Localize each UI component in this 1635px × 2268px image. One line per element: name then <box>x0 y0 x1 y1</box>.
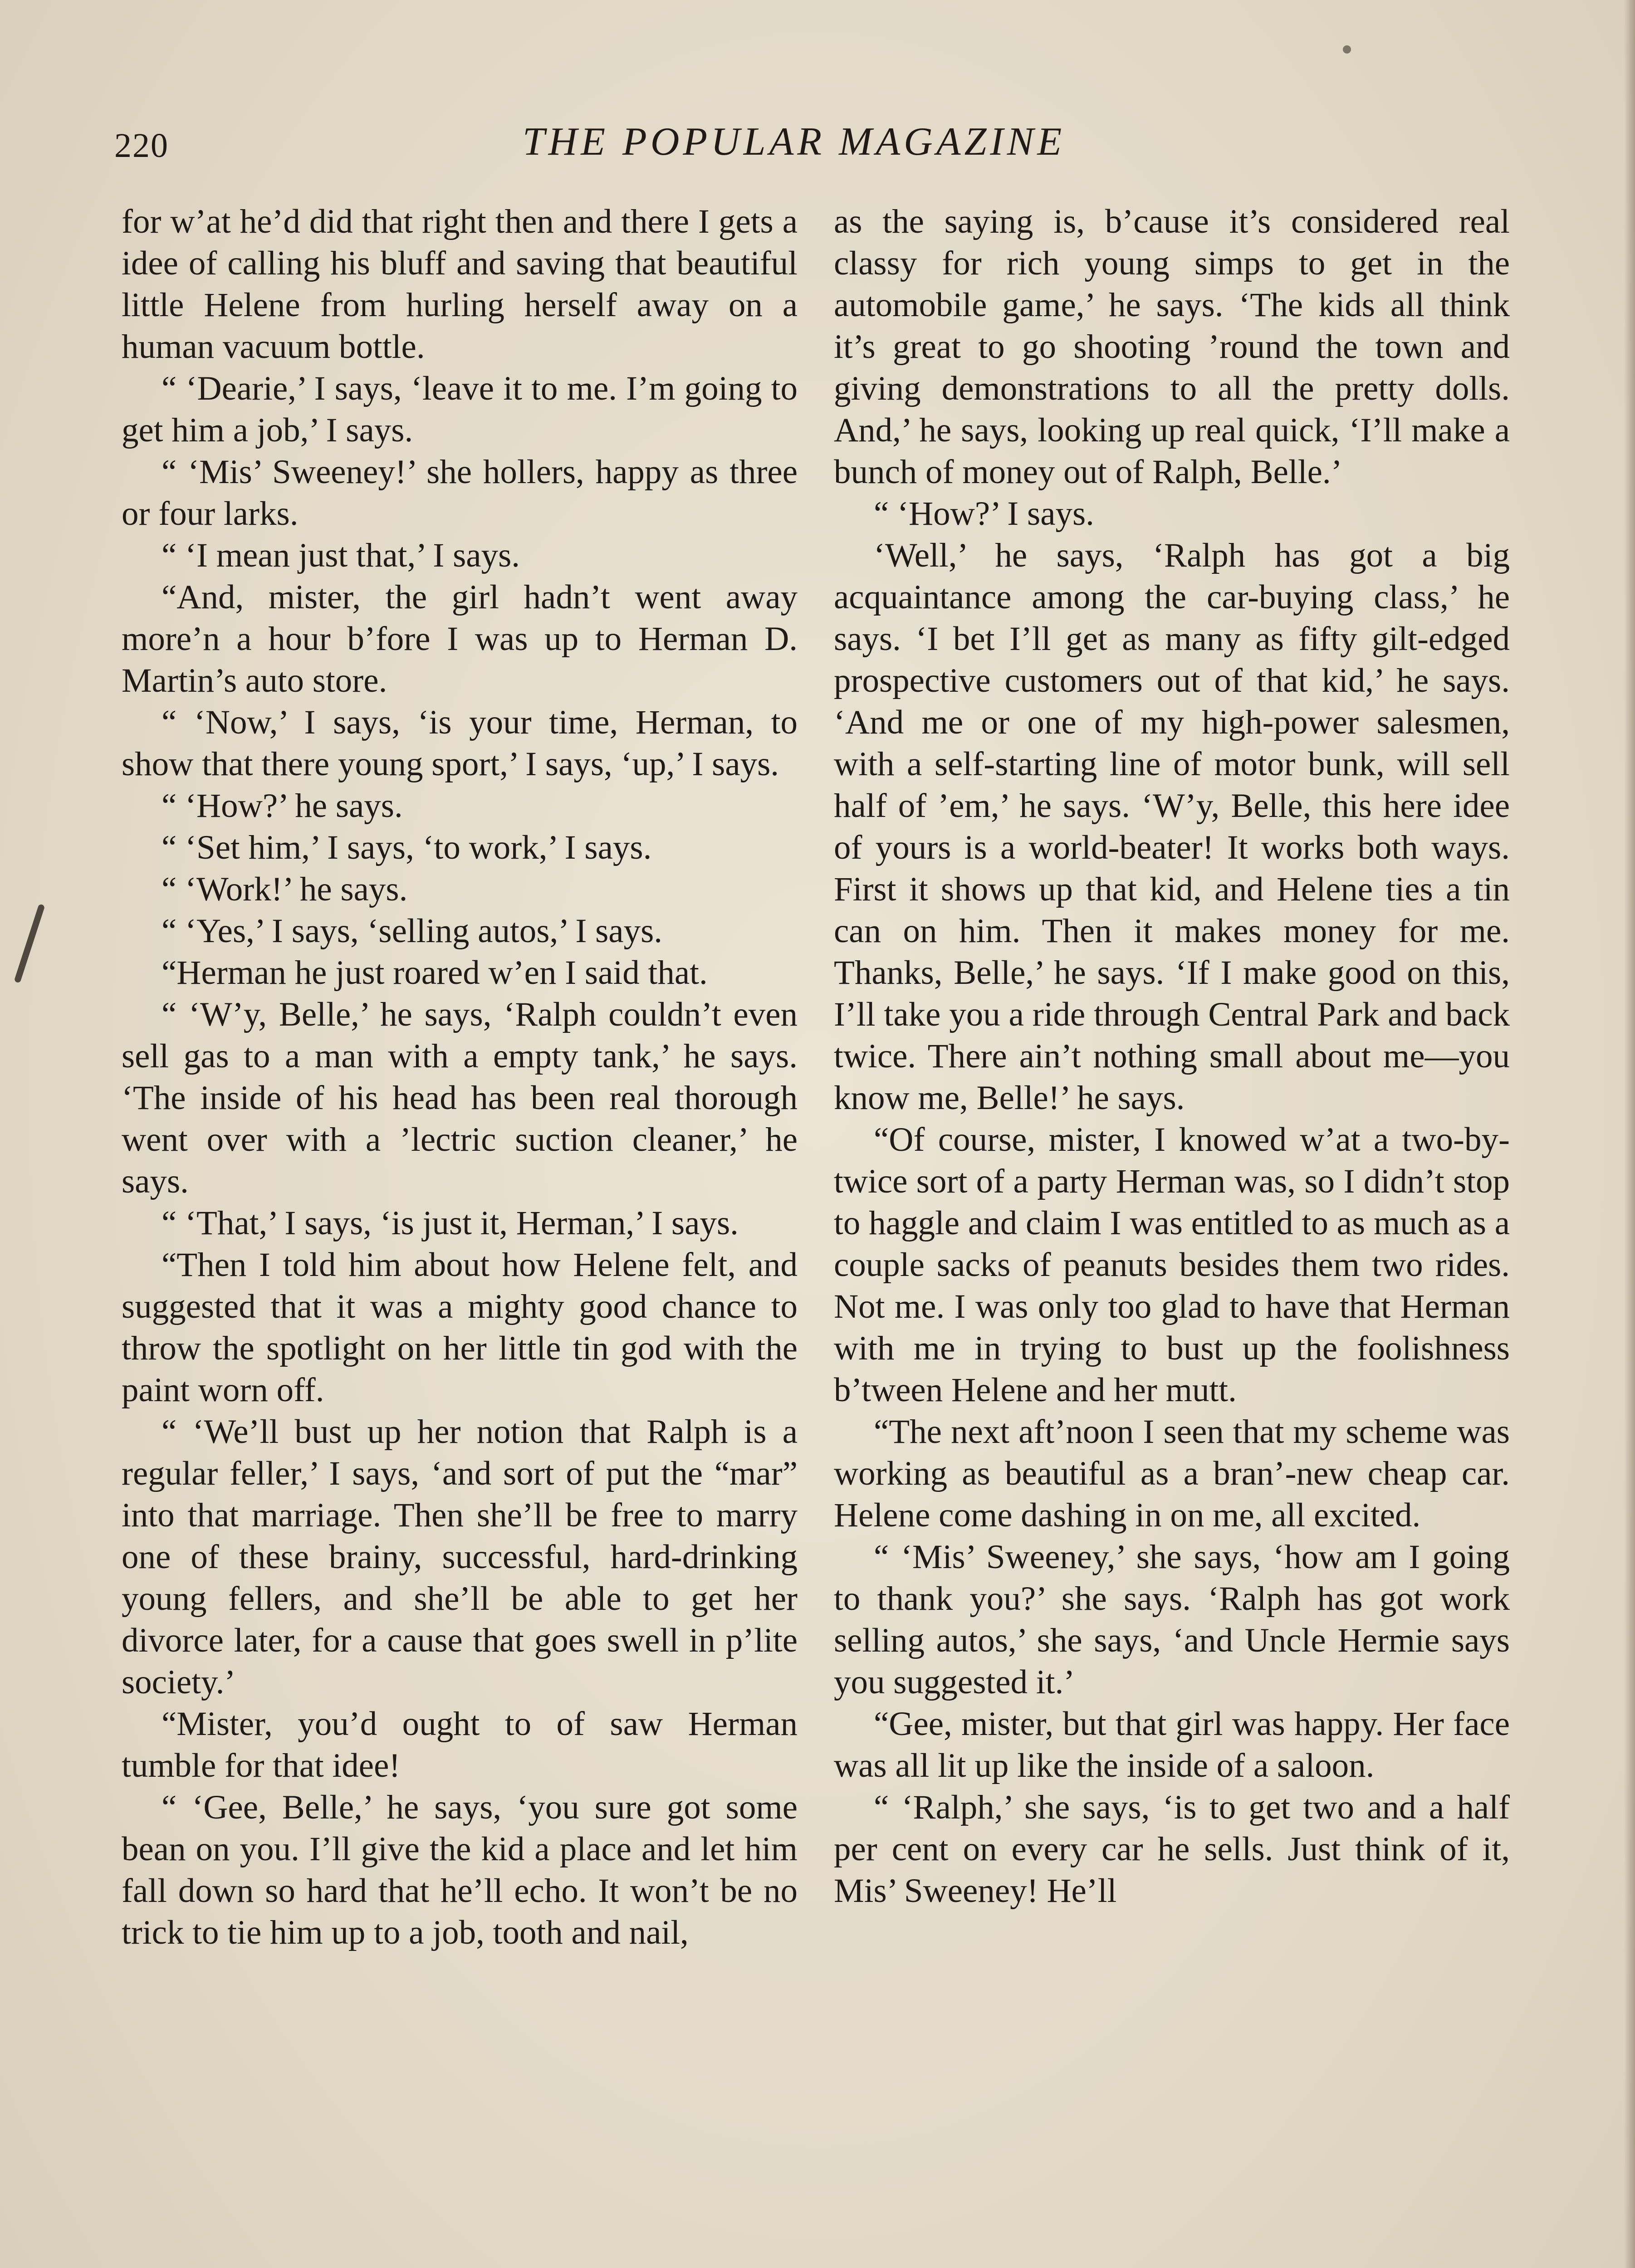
page-header <box>0 113 1635 172</box>
margin-pencil-mark <box>14 904 45 983</box>
paragraph: “Herman he just roared w’en I said that. <box>162 954 708 992</box>
paragraph: “ ‘Work!’ he says. <box>162 870 408 908</box>
ink-speck <box>1343 45 1351 54</box>
paragraph: for w’at he’d did that right then and there I gets a idee of calling his bluff and saving that beautiful little Helene from hurling herself away on a human vacuum bottle. <box>122 203 798 366</box>
paragraph: “ ‘How?’ he says. <box>162 787 403 825</box>
paragraph: “ ‘Mis’ Sweeney!’ she hollers, happy as three or four larks. <box>122 453 798 533</box>
paragraph: “ ‘Gee, Belle,’ he says, ‘you sure got some bean on you. I’ll give the kid a place and let him fall down so hard that he’ll echo. It won’t be no trick to tie him up to a job, tooth and nail, <box>122 1789 798 1951</box>
paragraph: “Of course, mister, I knowed w’at a two-by-twice sort of a party Herman was, so I didn’t stop to haggle and claim I was entitled to as much as a couple sacks of peanuts besides them two rides. Not me. I was only too glad to have that Herman with me in trying to bust up the foolishness b’tween Helene and her mutt. <box>834 1121 1510 1409</box>
paragraph: “ ‘Yes,’ I says, ‘selling autos,’ I says. <box>162 912 663 950</box>
paragraph: “ ‘Dearie,’ I says, ‘leave it to me. I’m going to get him a job,’ I says. <box>122 370 798 449</box>
paragraph: “ ‘Set him,’ I says, ‘to work,’ I says. <box>162 829 652 866</box>
paragraph: “ ‘Mis’ Sweeney,’ she says, ‘how am I going to thank you?’ she says. ‘Ralph has got work selling autos,’ she says, ‘and Uncle Hermie says you suggested it.’ <box>834 1538 1510 1701</box>
paragraph: “ ‘I mean just that,’ I says. <box>162 537 520 574</box>
paragraph: “Then I told him about how Helene felt, and suggested that it was a mighty good chance to throw the spotlight on her little tin god with the paint worn off. <box>122 1246 798 1409</box>
page-number: 220 <box>114 127 169 165</box>
right-column <box>834 201 1510 1912</box>
paragraph: “ ‘We’ll bust up her notion that Ralph is a regular feller,’ I says, ‘and sort of put the “mar” into that marriage. Then she’ll be free to marry one of these brainy, successful, hard-drinking young fellers, and she’ll be able to get her divorce later, for a cause that goes swell in p’lite society.’ <box>122 1413 798 1701</box>
page-edge-shadow <box>1624 0 1635 2268</box>
paragraph: “Gee, mister, but that girl was happy. Her face was all lit up like the inside of a saloon. <box>834 1705 1510 1784</box>
paragraph: “The next aft’noon I seen that my scheme was working as beautiful as a bran’-new cheap car. Helene come dashing in on me, all excited. <box>834 1413 1510 1534</box>
left-column <box>122 201 798 1954</box>
paragraph: “Mister, you’d ought to of saw Herman tumble for that idee! <box>122 1705 798 1784</box>
paragraph: “And, mister, the girl hadn’t went away more’n a hour b’fore I was up to Herman D. Martin’s auto store. <box>122 578 798 699</box>
paragraph: “ ‘W’y, Belle,’ he says, ‘Ralph couldn’t even sell gas to a man with a empty tank,’ he says. ‘The inside of his head has been real thorough went over with a ’lectric suction cleaner,’ he says. <box>122 996 798 1200</box>
paragraph: ‘Well,’ he says, ‘Ralph has got a big acquaintance among the car-buying class,’ he says. ‘I bet I’ll get as many as fifty gilt-edged prospective customers out of that kid,’ he says. ‘And me or one of my high-power salesmen, with a self-starting line of motor bunk, will sell half of ’em,’ he says. ‘W’y, Belle, this here idee of yours is a world-beater! It works both ways. First it shows up that kid, and Helene ties a tin can on him. Then it makes money for me. Thanks, Belle,’ he says. ‘If I make good on this, I’ll take you a ride through Central Park and back twice. There ain’t nothing small about me—you know me, Belle!’ he says. <box>834 537 1510 1117</box>
paragraph: “ ‘That,’ I says, ‘is just it, Herman,’ I says. <box>162 1204 739 1242</box>
paragraph: “ ‘How?’ I says. <box>874 495 1094 533</box>
running-title: THE POPULAR MAGAZINE <box>522 120 1066 164</box>
paragraph: “ ‘Now,’ I says, ‘is your time, Herman, to show that there young sport,’ I says, ‘up,’ I says. <box>122 704 798 783</box>
paragraph: “ ‘Ralph,’ she says, ‘is to get two and a half per cent on every car he sells. Just think of it, Mis’ Sweeney! He’ll <box>834 1789 1510 1910</box>
paragraph: as the saying is, b’cause it’s considered real classy for rich young simps to get in the automobile game,’ he says. ‘The kids all think it’s great to go shooting ’round the town and giving demonstrations to all the pretty dolls. And,’ he says, looking up real quick, ‘I’ll make a bunch of money out of Ralph, Belle.’ <box>834 203 1510 491</box>
